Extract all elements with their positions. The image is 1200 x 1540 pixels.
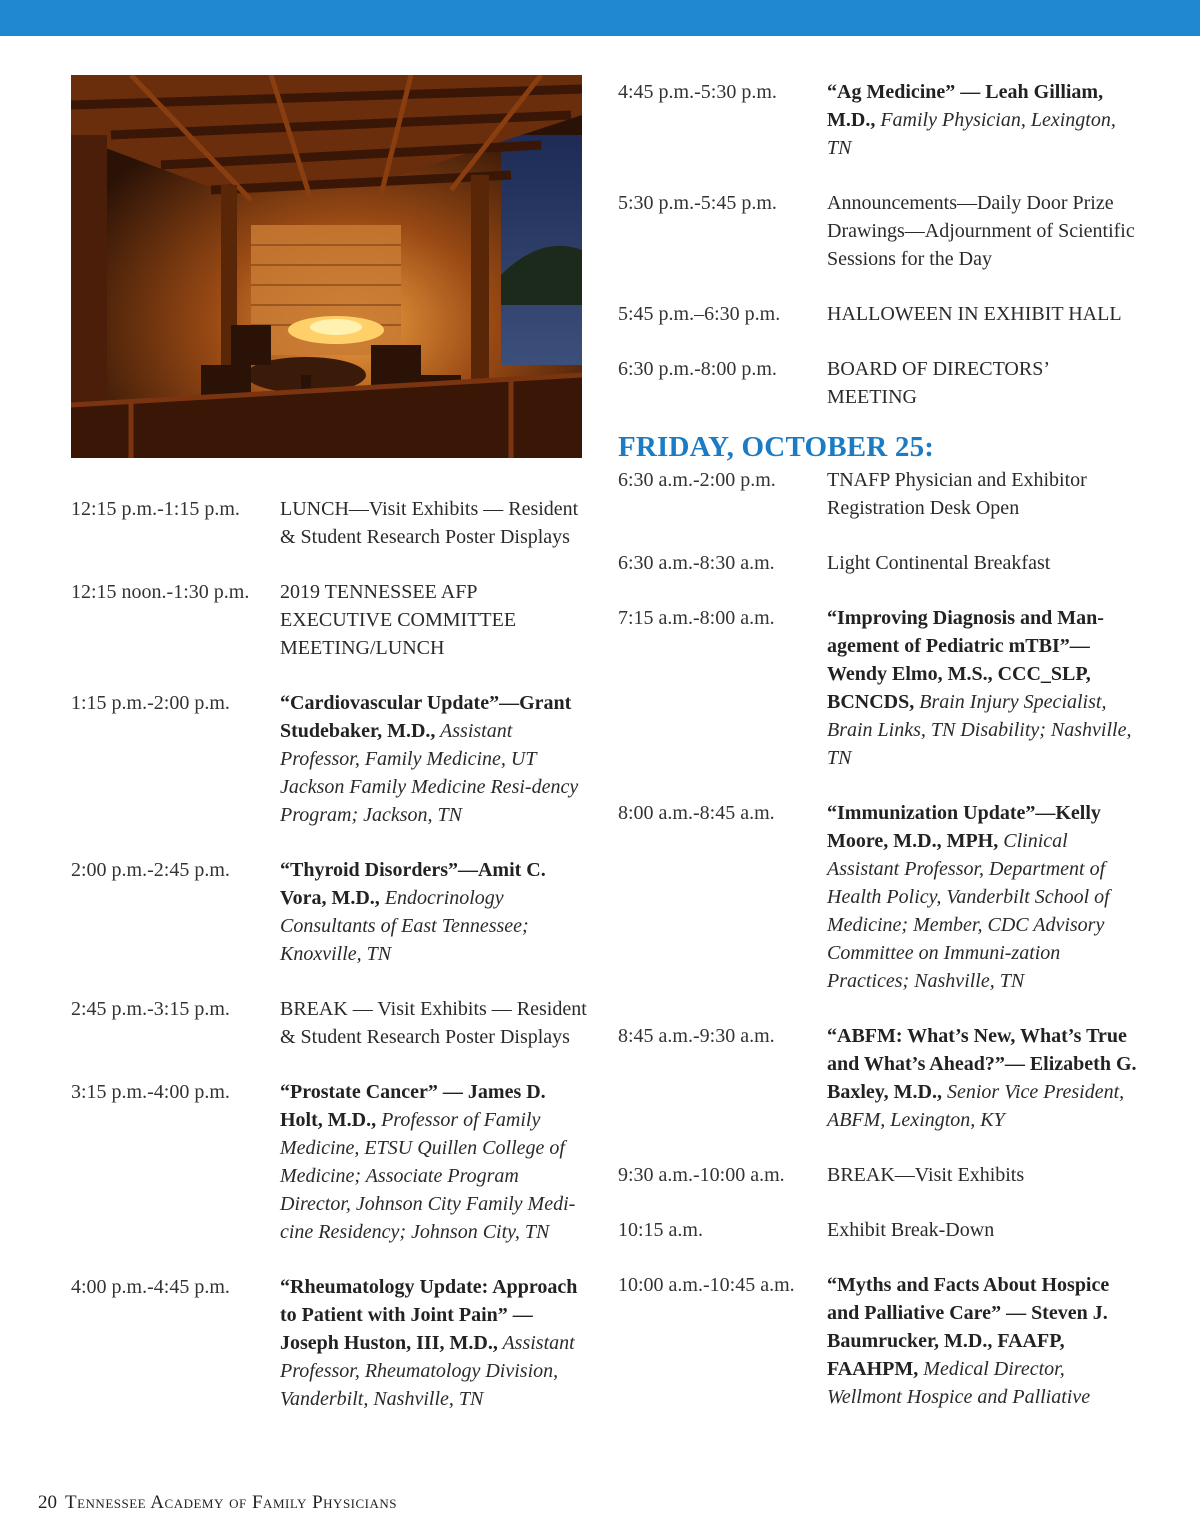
footer-organization: Tennessee Academy of Family Physicians <box>65 1492 398 1513</box>
session-text: BREAK—Visit Exhibits <box>827 1164 1025 1186</box>
schedule-row <box>618 1216 1138 1244</box>
schedule-description <box>827 1271 1138 1411</box>
session-text: BOARD OF DIRECTORS’ MEETING <box>827 358 1049 408</box>
schedule-description <box>827 78 1138 162</box>
top-color-bar <box>0 0 1200 36</box>
schedule-row <box>71 495 591 551</box>
schedule-time: 5:30 p.m.-5:45 p.m. <box>618 192 777 214</box>
speaker-affiliation: Senior Vice President, ABFM, Lexington, KY <box>827 1081 1125 1131</box>
right-schedule-column <box>618 78 1138 1438</box>
speaker-affiliation: Endocrinology Consultants of East Tennessee; Knoxville, TN <box>280 887 529 965</box>
schedule-row <box>71 689 591 829</box>
schedule-time: 9:30 a.m.-10:00 a.m. <box>618 1164 785 1186</box>
schedule-time: 2:00 p.m.-2:45 p.m. <box>71 859 230 881</box>
left-schedule-column <box>71 495 591 1440</box>
schedule-description <box>827 799 1138 995</box>
schedule-description <box>827 355 1138 411</box>
schedule-description <box>280 578 591 662</box>
schedule-description <box>827 1161 1138 1189</box>
session-text: HALLOWEEN IN EXHIBIT HALL <box>827 303 1122 325</box>
session-text: BREAK — Visit Exhibits — Resident & Student Research Poster Displays <box>280 998 587 1048</box>
speaker-affiliation: Medical Director, Wellmont Hospice and Palliative <box>827 1358 1091 1408</box>
session-text: LUNCH—Visit Exhibits — Resident & Student Research Poster Displays <box>280 498 579 548</box>
session-title: “Rheumatology Update: Approach to Patient with Joint Pain” — Joseph Huston, III, M.D., <box>280 1276 578 1354</box>
session-title: “Immunization Update”—Kelly Moore, M.D., MPH, <box>827 802 1101 852</box>
schedule-description <box>827 1216 1138 1244</box>
speaker-affiliation: Professor of Family Medicine, ETSU Quillen College of Medicine; Associate Program Director, Johnson City Family Medi-cine Residency; Johnson City, TN <box>280 1109 576 1243</box>
schedule-description <box>280 495 591 551</box>
session-title: “ABFM: What’s New, What’s True and What’s Ahead?”— Elizabeth G. Baxley, M.D., <box>827 1025 1137 1103</box>
schedule-row <box>71 1078 591 1246</box>
schedule-time: 4:00 p.m.-4:45 p.m. <box>71 1276 230 1298</box>
schedule-description <box>827 466 1138 522</box>
patio-photo <box>71 75 582 458</box>
session-title: “Thyroid Disorders”—Amit C. Vora, M.D., <box>280 859 546 909</box>
schedule-description <box>280 995 591 1051</box>
speaker-affiliation: Assistant Professor, Rheumatology Division, Vanderbilt, Nashville, TN <box>280 1332 575 1410</box>
schedule-time: 2:45 p.m.-3:15 p.m. <box>71 998 230 1020</box>
schedule-row <box>618 549 1138 577</box>
schedule-row <box>618 1271 1138 1411</box>
schedule-description <box>827 300 1138 328</box>
schedule-description <box>280 689 591 829</box>
session-title: “Cardiovascular Update”—Grant Studebaker, M.D., <box>280 692 572 742</box>
session-title: “Myths and Facts About Hospice and Palliative Care” — Steven J. Baumrucker, M.D., FAAFP, FAAHPM, <box>827 1274 1110 1380</box>
session-title: “Ag Medicine” — Leah Gilliam, M.D., <box>827 81 1104 131</box>
schedule-description <box>280 1273 591 1413</box>
schedule-time: 12:15 p.m.-1:15 p.m. <box>71 498 240 520</box>
session-text: TNAFP Physician and Exhibitor Registration Desk Open <box>827 469 1087 519</box>
schedule-row <box>618 466 1138 522</box>
schedule-row <box>618 1022 1138 1134</box>
schedule-description <box>827 1022 1138 1134</box>
schedule-time: 10:00 a.m.-10:45 a.m. <box>618 1274 795 1296</box>
schedule-time: 4:45 p.m.-5:30 p.m. <box>618 81 777 103</box>
friday-heading: FRIDAY, OCTOBER 25: <box>618 431 935 463</box>
session-title: “Improving Diagnosis and Man-agement of Pediatric mTBI”— Wendy Elmo, M.S., CCC_SLP, BCNCDS, <box>827 607 1104 713</box>
session-text: Announcements—Daily Door Prize Drawings—Adjournment of Scientific Sessions for the Day <box>827 192 1135 270</box>
schedule-time: 3:15 p.m.-4:00 p.m. <box>71 1081 230 1103</box>
schedule-row <box>618 799 1138 995</box>
page-number: 20 <box>38 1492 57 1513</box>
session-text: 2019 TENNESSEE AFP EXECUTIVE COMMITTEE MEETING/LUNCH <box>280 581 517 659</box>
schedule-description <box>827 604 1138 772</box>
schedule-row <box>618 604 1138 772</box>
speaker-affiliation: Assistant Professor, Family Medicine, UT Jackson Family Medicine Resi-dency Program; Jackson, TN <box>280 720 579 826</box>
schedule-description <box>280 856 591 968</box>
schedule-time: 1:15 p.m.-2:00 p.m. <box>71 692 230 714</box>
schedule-row <box>71 995 591 1051</box>
schedule-row <box>71 578 591 662</box>
schedule-description <box>280 1078 591 1246</box>
speaker-affiliation: Brain Injury Specialist, Brain Links, TN Disability; Nashville, TN <box>827 691 1132 769</box>
schedule-time: 10:15 a.m. <box>618 1219 703 1241</box>
schedule-row <box>71 1273 591 1413</box>
schedule-description <box>827 189 1138 273</box>
schedule-time: 6:30 a.m.-8:30 a.m. <box>618 552 775 574</box>
schedule-time: 8:45 a.m.-9:30 a.m. <box>618 1025 775 1047</box>
speaker-affiliation: Family Physician, Lexington, TN <box>827 109 1116 159</box>
session-title: “Prostate Cancer” — James D. Holt, M.D., <box>280 1081 546 1131</box>
schedule-row <box>618 189 1138 273</box>
schedule-time: 12:15 noon.-1:30 p.m. <box>71 581 250 603</box>
schedule-time: 5:45 p.m.–6:30 p.m. <box>618 303 781 325</box>
schedule-row <box>618 1161 1138 1189</box>
speaker-affiliation: Clinical Assistant Professor, Department of Health Policy, Vanderbilt School of Medicine; Member, CDC Advisory Committee on Immuni-zation Practices; Nashville, TN <box>827 830 1110 992</box>
page-footer <box>38 1492 397 1514</box>
schedule-row <box>618 300 1138 328</box>
schedule-row <box>618 78 1138 162</box>
schedule-row <box>618 355 1138 411</box>
schedule-time: 6:30 p.m.-8:00 p.m. <box>618 358 777 380</box>
session-text: Exhibit Break-Down <box>827 1219 995 1241</box>
schedule-time: 7:15 a.m.-8:00 a.m. <box>618 607 775 629</box>
schedule-time: 6:30 a.m.-2:00 p.m. <box>618 469 776 491</box>
schedule-time: 8:00 a.m.-8:45 a.m. <box>618 802 775 824</box>
schedule-row <box>71 856 591 968</box>
session-text: Light Continental Breakfast <box>827 552 1051 574</box>
schedule-description <box>827 549 1138 577</box>
